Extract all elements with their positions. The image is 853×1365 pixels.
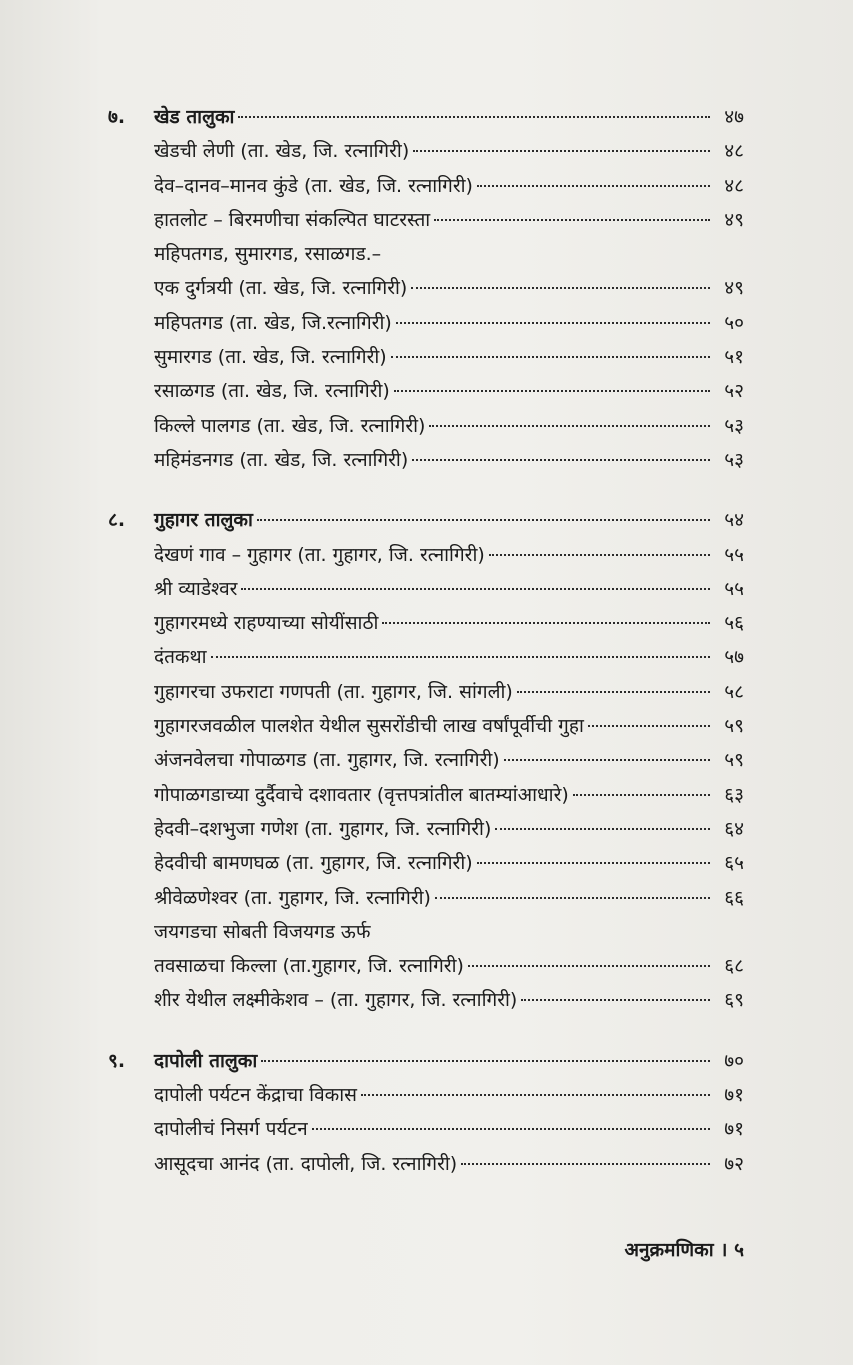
toc-entry: [108, 409, 744, 443]
entry-page-number: ७१: [724, 1084, 744, 1107]
entry-title: आसूदचा आनंद (ता. दापोली, जि. रत्नागिरी): [154, 1152, 458, 1175]
toc-entry: [108, 846, 744, 880]
section-title: दापोली तालुका: [154, 1049, 258, 1072]
entry-title: सुमारगड (ता. खेड, जि. रत्नागिरी): [154, 346, 387, 369]
toc-entry: [108, 949, 744, 983]
page-footer: अनुक्रमणिका । ५: [624, 1239, 744, 1261]
toc-entry: [108, 306, 744, 340]
section-page-number: ७०: [724, 1049, 744, 1072]
dot-leader: [521, 999, 710, 1001]
entry-title: रसाळगड (ता. खेड, जि. रत्नागिरी): [154, 380, 390, 403]
toc-entry: [108, 812, 744, 846]
section-title: गुहागर तालुका: [154, 509, 253, 532]
dot-leader: [396, 322, 710, 324]
dot-leader: [477, 862, 710, 864]
dot-leader: [391, 356, 710, 358]
entry-title: दापोली पर्यटन केंद्राचा विकास: [154, 1084, 358, 1107]
dot-leader: [211, 656, 710, 658]
entry-page-number: ५६: [724, 612, 744, 635]
entry-title: गुहागरमध्ये राहण्याच्या सोयींसाठी: [154, 612, 379, 635]
toc-entry: [108, 709, 744, 743]
entry-page-number: ५९: [724, 749, 744, 772]
toc-entry: [108, 572, 744, 606]
entry-page-number: ५८: [724, 680, 744, 703]
dot-leader: [504, 759, 710, 761]
entry-page-number: ५५: [724, 577, 744, 600]
entry-page-number: ६९: [724, 989, 744, 1012]
toc-entry: [108, 743, 744, 777]
dot-leader: [238, 116, 710, 118]
toc-section-heading: [108, 100, 744, 134]
toc-entry: [108, 983, 744, 1017]
dot-leader: [434, 219, 710, 221]
entry-title: शीर येथील लक्ष्मीकेशव – (ता. गुहागर, जि. रत्नागिरी): [154, 989, 518, 1012]
toc-entry: [108, 538, 744, 572]
toc-entry: [108, 237, 744, 271]
entry-title: एक दुर्गत्रयी (ता. खेड, जि. रत्नागिरी): [154, 277, 408, 300]
table-of-contents: [108, 100, 744, 1181]
entry-page-number: ५९: [724, 715, 744, 738]
entry-page-number: ६३: [724, 783, 744, 806]
dot-leader: [257, 519, 710, 521]
entry-page-number: ५०: [724, 311, 744, 334]
dot-leader: [412, 459, 710, 461]
entry-title: हेदवीची बामणघळ (ता. गुहागर, जि. रत्नागिरी): [154, 852, 473, 875]
entry-title: हेदवी–दशभुजा गणेश (ता. गुहागर, जि. रत्नागिरी): [154, 817, 492, 840]
entry-title: गोपाळगडाच्या दुर्दैवाचे दशावतार (वृत्तपत्रांतील बातम्यांआधारे): [154, 783, 569, 806]
entry-page-number: ७१: [724, 1118, 744, 1141]
entry-title: दापोलीचं निसर्ग पर्यटन: [154, 1118, 308, 1141]
entry-title: महिमंडनगड (ता. खेड, जि. रत्नागिरी): [154, 448, 409, 471]
entry-title: अंजनवेलचा गोपाळगड (ता. गुहागर, जि. रत्नागिरी): [154, 749, 500, 772]
entry-page-number: ६४: [724, 817, 744, 840]
section-gap: [108, 1018, 744, 1044]
entry-title: गुहागरचा उफराटा गणपती (ता. गुहागर, जि. सांगली): [154, 680, 513, 703]
entry-title: खेडची लेणी (ता. खेड, जि. रत्नागिरी): [154, 140, 410, 163]
toc-entry: [108, 778, 744, 812]
toc-entry: [108, 203, 744, 237]
dot-leader: [382, 622, 710, 624]
entry-page-number: ७२: [724, 1152, 744, 1175]
entry-title: किल्ले पालगड (ता. खेड, जि. रत्नागिरी): [154, 414, 426, 437]
dot-leader: [495, 828, 710, 830]
entry-page-number: ५३: [724, 448, 744, 471]
entry-page-number: ४८: [724, 140, 744, 163]
entry-title: दंतकथा: [154, 646, 207, 669]
entry-title: जयगडचा सोबती विजयगड ऊर्फ: [154, 920, 371, 943]
toc-entry: [108, 1078, 744, 1112]
entry-page-number: ४९: [724, 277, 744, 300]
entry-title: हातलोट – बिरमणीचा संकल्पित घाटरस्ता: [154, 208, 431, 231]
toc-entry: [108, 169, 744, 203]
toc-section-heading: [108, 1044, 744, 1078]
dot-leader: [468, 965, 710, 967]
section-page-number: ५४: [724, 509, 744, 532]
entry-page-number: ५१: [724, 346, 744, 369]
entry-title: देखणं गाव – गुहागर (ता. गुहागर, जि. रत्नागिरी): [154, 543, 485, 566]
toc-entry: [108, 443, 744, 477]
entry-page-number: ६६: [724, 886, 744, 909]
entry-title: श्रीवेळणेश्वर (ता. गुहागर, जि. रत्नागिरी): [154, 886, 431, 909]
dot-leader: [312, 1128, 710, 1130]
dot-leader: [241, 588, 710, 590]
dot-leader: [489, 554, 710, 556]
entry-page-number: ५२: [724, 380, 744, 403]
entry-title: देव–दानव–मानव कुंडे (ता. खेड, जि. रत्नागिरी): [154, 174, 473, 197]
entry-page-number: ६८: [724, 955, 744, 978]
entry-page-number: ६५: [724, 852, 744, 875]
section-page-number: ४७: [724, 106, 744, 128]
dot-leader: [461, 1163, 710, 1165]
toc-entry: [108, 640, 744, 674]
toc-section-heading: [108, 503, 744, 537]
toc-entry: [108, 134, 744, 168]
dot-leader: [517, 691, 710, 693]
dot-leader: [411, 287, 710, 289]
entry-page-number: ५५: [724, 543, 744, 566]
entry-title: तवसाळचा किल्ला (ता.गुहागर, जि. रत्नागिरी): [154, 955, 464, 978]
dot-leader: [588, 725, 710, 727]
toc-entry: [108, 1112, 744, 1146]
section-number: ९.: [108, 1049, 126, 1072]
dot-leader: [413, 150, 710, 152]
dot-leader: [394, 390, 710, 392]
entry-title: महिपतगड (ता. खेड, जि.रत्नागिरी): [154, 311, 392, 334]
dot-leader: [435, 897, 710, 899]
toc-entry: [108, 606, 744, 640]
dot-leader: [361, 1094, 710, 1096]
section-number: ७.: [108, 106, 126, 128]
section-number: ८.: [108, 509, 126, 532]
entry-title: गुहागरजवळील पालशेत येथील सुसरोंडीची लाख वर्षांपूर्वीची गुहा: [154, 715, 584, 738]
entry-page-number: ५७: [724, 646, 744, 669]
toc-entry: [108, 915, 744, 949]
toc-entry: [108, 271, 744, 305]
entry-title: श्री व्याडेश्वर: [154, 577, 238, 600]
toc-entry: [108, 340, 744, 374]
entry-page-number: ४८: [724, 174, 744, 197]
toc-entry: [108, 1147, 744, 1181]
entry-page-number: ५३: [724, 414, 744, 437]
toc-entry: [108, 374, 744, 408]
dot-leader: [429, 425, 710, 427]
section-gap: [108, 477, 744, 503]
entry-title: महिपतगड, सुमारगड, रसाळगड.–: [154, 243, 382, 266]
dot-leader: [477, 185, 710, 187]
toc-entry: [108, 881, 744, 915]
dot-leader: [573, 794, 710, 796]
toc-entry: [108, 675, 744, 709]
section-title: खेड तालुका: [154, 106, 235, 128]
entry-page-number: ४९: [724, 208, 744, 231]
dot-leader: [261, 1060, 710, 1062]
